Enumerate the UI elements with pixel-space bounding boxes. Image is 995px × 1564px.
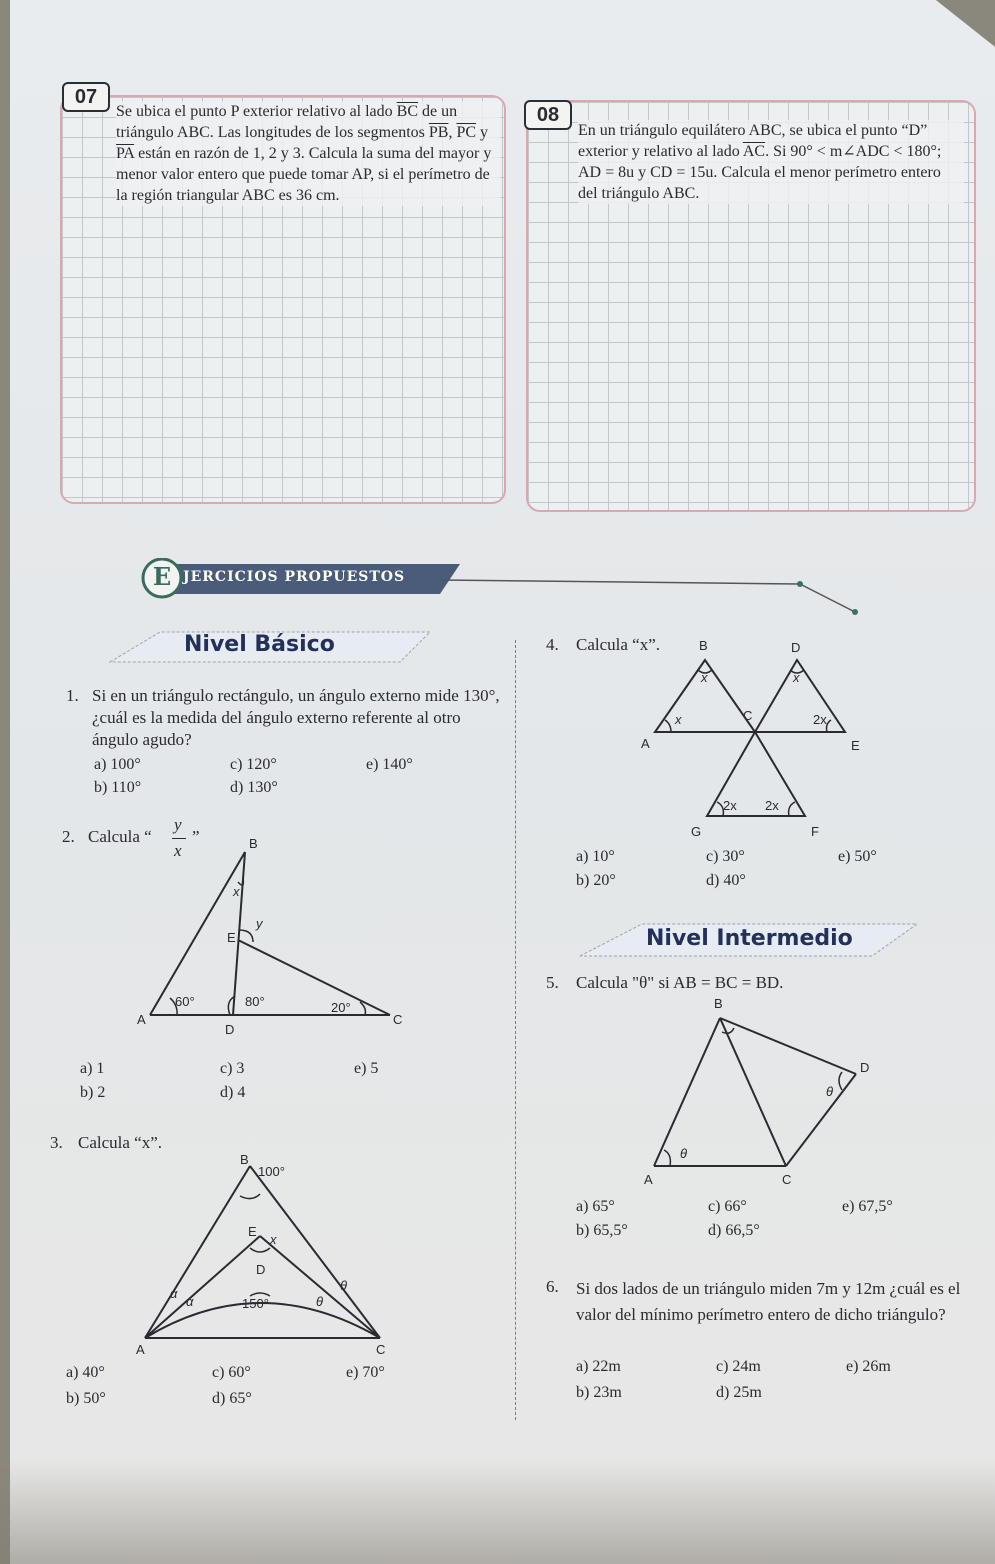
q2-angle-20-arc	[360, 1002, 365, 1015]
q5-label-theta-d: θ	[826, 1084, 834, 1099]
q4-text: Calcula “x”.	[576, 635, 661, 654]
segment-pa: $\overline{PA}$	[116, 145, 135, 162]
q3-option-b[interactable]: b) 50°	[66, 1390, 106, 1407]
q6-text: Si dos lados de un triángulo miden 7m y 12m ¿cuál es el valor del mínimo perímetro entero de dicho triángulo?	[576, 1279, 961, 1324]
q4-label-d: D	[791, 640, 801, 655]
q2-label-c: C	[393, 1012, 403, 1027]
q3-segment-ec	[260, 1236, 380, 1338]
q2-label-a: A	[137, 1012, 146, 1027]
q2-fraction-numerator: y	[174, 815, 182, 834]
problem-07-line1b: de un triángulo ABC. Las longitudes de los segmentos	[116, 103, 458, 141]
q4-label-2x-e: 2x	[813, 712, 827, 727]
q3-label-a: A	[136, 1342, 145, 1357]
q2-label-80: 80°	[245, 994, 265, 1009]
q4-option-c[interactable]: c) 30°	[706, 848, 745, 865]
q3-text: Calcula “x”.	[78, 1133, 163, 1152]
q5-option-d[interactable]: d) 66,5°	[708, 1222, 760, 1239]
q5-side-dc	[786, 1074, 856, 1166]
q6-option-c[interactable]: c) 24m	[716, 1358, 761, 1375]
q3-label-theta1: θ	[316, 1294, 324, 1309]
q1-number: 1.	[66, 686, 79, 705]
section-line	[440, 580, 800, 584]
q4-option-d[interactable]: d) 40°	[706, 872, 746, 889]
problem-07-rest: están en razón de 1, 2 y 3. Calcula la suma del mayor y menor valor entero que puede tomar AP, si el perímetro de la región triangular ABC es 36 cm.	[116, 145, 492, 204]
q3-label-100: 100°	[258, 1164, 285, 1179]
q3-option-a[interactable]: a) 40°	[66, 1364, 105, 1381]
q2-figure	[135, 830, 425, 1040]
q1-option-c[interactable]: c) 120°	[230, 756, 277, 773]
q6-option-a[interactable]: a) 22m	[576, 1358, 621, 1375]
segment-pc: $\overline{PC}$	[456, 124, 477, 141]
q2-option-e[interactable]: e) 5	[354, 1060, 379, 1077]
q4-label-f: F	[811, 824, 819, 839]
section-dot	[797, 581, 803, 587]
q1-text: Si en un triángulo rectángulo, un ángulo externo mide 130°, ¿cuál es la medida del ángulo externo referente al otro ángulo agudo?	[92, 686, 500, 749]
q2-option-a[interactable]: a) 1	[80, 1060, 105, 1077]
q4-option-e[interactable]: e) 50°	[838, 848, 877, 865]
q5-number: 5.	[546, 973, 559, 992]
q4-label-e: E	[851, 738, 860, 753]
q3-label-e: E	[248, 1224, 257, 1239]
q3-label-alpha1: α	[170, 1286, 178, 1301]
q3-side-bc	[250, 1166, 380, 1338]
q4-label-g: G	[691, 824, 702, 839]
q4-label-b: B	[699, 638, 708, 653]
q4-figure	[635, 630, 875, 845]
q1-option-b[interactable]: b) 110°	[94, 779, 142, 796]
q1-option-d[interactable]: d) 130°	[230, 779, 278, 796]
problem-08-number: 08	[524, 100, 572, 130]
q4-label-x1: x	[701, 670, 708, 685]
section-header-graphic	[140, 558, 870, 618]
q2-label-x: x	[233, 884, 240, 899]
q5-arc-a	[664, 1150, 670, 1166]
q4-label-x2: x	[793, 670, 800, 685]
q5-arc-d	[839, 1072, 842, 1090]
q6-option-b[interactable]: b) 23m	[576, 1384, 622, 1401]
q2-label-e: E	[227, 930, 236, 945]
q5-option-e[interactable]: e) 67,5°	[842, 1198, 893, 1215]
q2-fraction-denominator: x	[174, 841, 182, 860]
table-surface	[0, 1460, 995, 1564]
q2-option-d[interactable]: d) 4	[220, 1084, 246, 1101]
q6-option-d[interactable]: d) 25m	[716, 1384, 762, 1401]
q2-option-b[interactable]: b) 2	[80, 1084, 106, 1101]
q3-label-d: D	[256, 1262, 266, 1277]
q3-figure	[130, 1148, 400, 1358]
q3-label-x: x	[270, 1232, 277, 1247]
separator: y	[476, 124, 489, 141]
q5-text: Calcula "θ" si AB = BC = BD.	[576, 973, 784, 992]
q4-triangle-cde	[755, 660, 845, 732]
section-dot-end	[852, 609, 858, 615]
problem-07-line1: Se ubica el punto P exterior relativo al lado	[116, 103, 397, 120]
q5-label-a: A	[644, 1172, 653, 1187]
q2-label-b: B	[249, 836, 258, 851]
q5-label-b: B	[714, 996, 723, 1011]
segment-ac: $\overline{AC}$	[742, 143, 766, 160]
q2-option-c[interactable]: c) 3	[220, 1060, 245, 1077]
q4-option-b[interactable]: b) 20°	[576, 872, 616, 889]
q3-side-ba	[145, 1166, 250, 1338]
q4-triangle-cgf	[707, 732, 805, 816]
q1-option-e[interactable]: e) 140°	[366, 756, 413, 773]
q2-prefix: Calcula “	[88, 827, 152, 846]
problem-07-text	[116, 101, 500, 206]
q5-label-c: C	[782, 1172, 792, 1187]
q3-label-theta2: θ	[340, 1278, 348, 1293]
segment-bc: $\overline{BC}$	[396, 103, 418, 120]
q5-option-a[interactable]: a) 65°	[576, 1198, 615, 1215]
q3-option-e[interactable]: e) 70°	[346, 1364, 385, 1381]
q3-label-b: B	[240, 1152, 249, 1167]
segment-pb: $\overline{PB}$	[428, 124, 449, 141]
q3-angle-100-arc	[240, 1194, 260, 1199]
problem-08-text2: . Si 90° < m∠ADC < 180°; AD = 8u y CD = 15u. Calcula el menor perímetro entero del triángulo ABC.	[578, 143, 942, 202]
q3-segment-ae	[145, 1236, 260, 1338]
q4-label-x3: x	[675, 712, 682, 727]
problem-07-number: 07	[62, 82, 110, 112]
section-letter: E	[152, 562, 172, 591]
q3-label-150: 150°	[242, 1296, 269, 1311]
q5-figure	[630, 992, 890, 1190]
q2-label-y: y	[256, 916, 263, 931]
problem-08-text	[578, 120, 964, 204]
q6-option-e[interactable]: e) 26m	[846, 1358, 891, 1375]
q3-option-c[interactable]: c) 60°	[212, 1364, 251, 1381]
q4-label-2x-f: 2x	[765, 798, 779, 813]
q2-label-20: 20°	[331, 1000, 351, 1015]
q3-label-c: C	[376, 1342, 386, 1357]
nivel-intermedio-title: Nivel Intermedio	[646, 926, 853, 951]
q5-label-theta-a: θ	[680, 1146, 688, 1161]
q4-arc-e	[827, 720, 832, 732]
q2-suffix: ”	[192, 827, 200, 846]
q5-option-c[interactable]: c) 66°	[708, 1198, 747, 1215]
q4-label-2x-g: 2x	[723, 798, 737, 813]
q3-label-alpha2: α	[186, 1294, 194, 1309]
q6-number: 6.	[546, 1277, 559, 1296]
q5-side-ab	[654, 1018, 720, 1166]
column-divider	[515, 640, 516, 1420]
q2-number: 2.	[62, 827, 75, 846]
q3-number: 3.	[50, 1133, 63, 1152]
separator: ,	[448, 124, 457, 141]
q4-label-a: A	[641, 736, 650, 751]
q4-label-c: C	[743, 708, 753, 723]
section-line-tail	[800, 584, 855, 612]
q5-label-d: D	[860, 1060, 870, 1075]
q3-option-d[interactable]: d) 65°	[212, 1390, 252, 1407]
q2-label-60: 60°	[175, 994, 195, 1009]
section-title: JERCICIOS PROPUESTOS	[183, 569, 406, 585]
nivel-basico-title: Nivel Básico	[184, 632, 335, 657]
q4-arc-a	[665, 720, 671, 732]
q4-arc-f	[789, 802, 795, 816]
q2-label-d: D	[225, 1022, 235, 1037]
q3-angle-x-arc	[250, 1248, 270, 1252]
q4-option-a[interactable]: a) 10°	[576, 848, 615, 865]
q1-option-a[interactable]: a) 100°	[94, 756, 141, 773]
problem-08-text1: En un triángulo equilátero ABC, se ubica el punto “D” exterior y relativo al lado	[578, 122, 928, 160]
q5-option-b[interactable]: b) 65,5°	[576, 1222, 628, 1239]
q4-number: 4.	[546, 635, 559, 654]
q2-angle-y-arc	[239, 930, 253, 942]
